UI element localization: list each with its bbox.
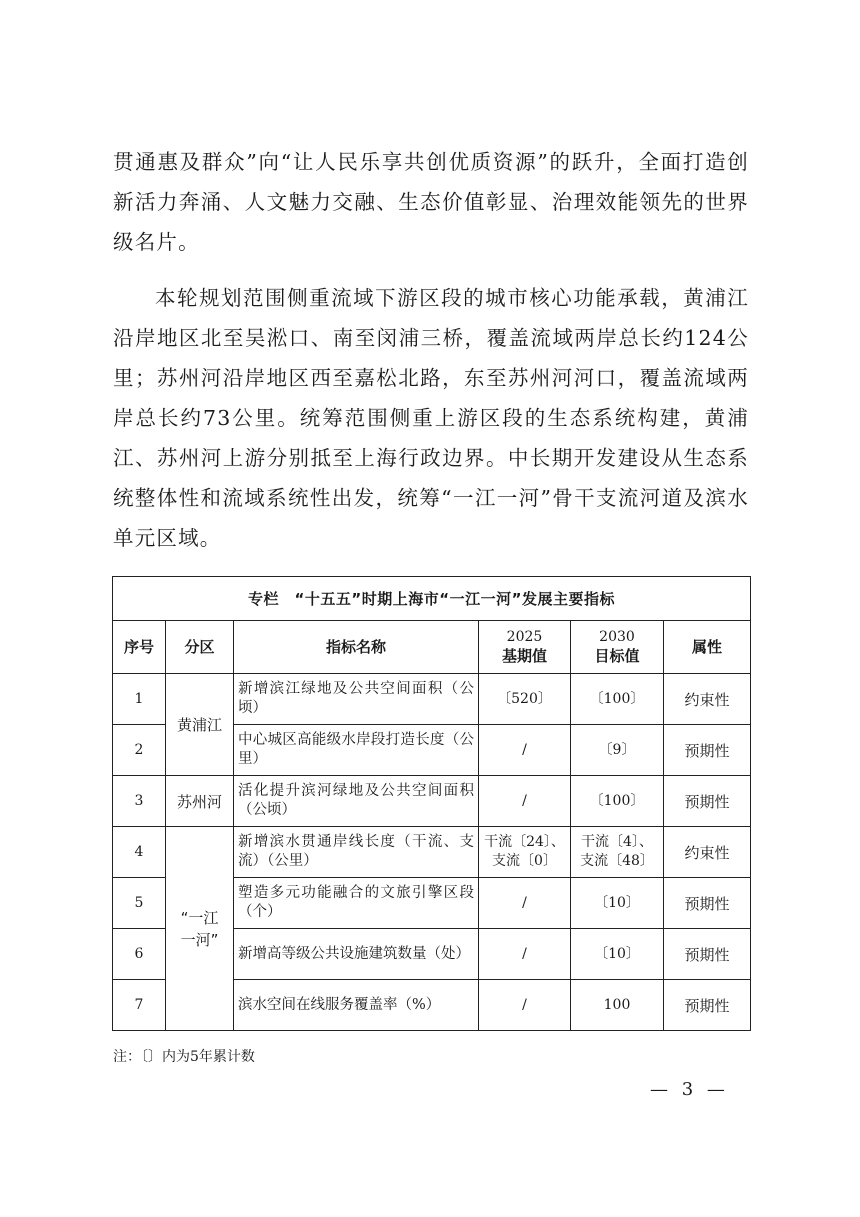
body-paragraph: 本轮规划范围侧重流域下游区段的城市核心功能承载，黄浦江沿岸地区北至吴淞口、南至闵浦三桥，覆盖流域两岸总长约124公里；苏州河沿岸地区西至嘉松北路，东至苏州河河口，覆盖流域两岸总长约73公里。统筹范围侧重上游区段的生态系统构建，黄浦江、苏州河上游分别抵至上海行政边界。中长期开发建设从生态系统整体性和流域系统性出发，统筹“一江一河”骨干支流河道及滨水单元区域。	[113, 286, 749, 550]
base-value: /	[479, 776, 571, 827]
table-note: 注：〔〕内为5年累计数	[113, 1049, 255, 1065]
indicator-table	[112, 576, 751, 1031]
header-name: 指标名称	[234, 621, 479, 674]
row-index: 4	[113, 827, 166, 878]
row-index: 6	[113, 929, 166, 980]
header-index: 序号	[113, 621, 166, 674]
base-value: /	[479, 878, 571, 929]
page-number: — 3 —	[650, 1079, 729, 1100]
header-attribute: 属性	[664, 621, 751, 674]
target-value: 〔10〕	[571, 878, 664, 929]
zone-cell: 苏州河	[166, 776, 234, 827]
row-index: 5	[113, 878, 166, 929]
target-value: 〔10〕	[571, 929, 664, 980]
row-index: 7	[113, 980, 166, 1031]
target-value: 〔9〕	[571, 725, 664, 776]
indicator-name: 新增高等级公共设施建筑数量（处）	[234, 929, 479, 980]
table-row	[113, 776, 751, 827]
header-target-label: 目标值	[594, 647, 640, 665]
table-row	[113, 827, 751, 878]
header-base-year: 2025	[506, 629, 543, 645]
indicator-name: 活化提升滨河绿地及公共空间面积（公顷）	[234, 776, 479, 827]
attribute-value: 预期性	[664, 878, 751, 929]
header-base-label: 基期值	[501, 647, 547, 665]
header-base	[479, 621, 571, 674]
table-row	[113, 674, 751, 725]
indicator-name: 塑造多元功能融合的文旅引擎区段（个）	[234, 878, 479, 929]
zone-cell: “一江 一河”	[166, 827, 234, 1031]
indicator-name: 中心城区高能级水岸段打造长度（公里）	[234, 725, 479, 776]
row-index: 1	[113, 674, 166, 725]
base-value: /	[479, 725, 571, 776]
header-zone: 分区	[166, 621, 234, 674]
attribute-value: 预期性	[664, 980, 751, 1031]
attribute-value: 预期性	[664, 929, 751, 980]
target-value: 干流〔4〕、支流〔48〕	[571, 827, 664, 878]
target-value: 〔100〕	[571, 674, 664, 725]
row-index: 3	[113, 776, 166, 827]
base-value: /	[479, 980, 571, 1031]
attribute-value: 约束性	[664, 827, 751, 878]
attribute-value: 约束性	[664, 674, 751, 725]
base-value: 〔520〕	[479, 674, 571, 725]
target-value: 100	[571, 980, 664, 1031]
zone-cell: 黄浦江	[166, 674, 234, 776]
attribute-value: 预期性	[664, 725, 751, 776]
header-target	[571, 621, 664, 674]
body-paragraph: 贯通惠及群众”向“让人民乐享共创优质资源”的跃升，全面打造创新活力奔涌、人文魅力交融、生态价值彰显、治理效能领先的世界级名片。	[113, 150, 749, 254]
table-caption: 专栏 “十五五”时期上海市“一江一河”发展主要指标	[113, 577, 751, 621]
base-value: /	[479, 929, 571, 980]
target-value: 〔100〕	[571, 776, 664, 827]
row-index: 2	[113, 725, 166, 776]
attribute-value: 预期性	[664, 776, 751, 827]
indicator-name: 新增滨水贯通岸线长度（干流、支流）（公里）	[234, 827, 479, 878]
indicator-name: 新增滨江绿地及公共空间面积（公顷）	[234, 674, 479, 725]
base-value: 干流〔24〕、支流〔0〕	[479, 827, 571, 878]
header-target-year: 2030	[599, 629, 635, 645]
indicator-name: 滨水空间在线服务覆盖率（%）	[234, 980, 479, 1031]
